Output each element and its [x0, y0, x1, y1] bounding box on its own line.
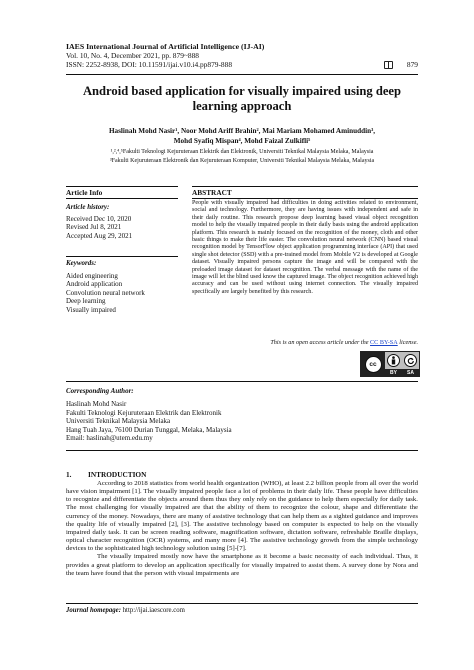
history-list — [66, 215, 178, 240]
section-title: INTRODUCTION — [88, 470, 147, 479]
oa-suffix: license. — [397, 339, 418, 346]
share-alike-icon — [404, 354, 417, 367]
abstract-body: People with visually impaired had difficulties in doing activities related to environment, social and technology. Furthermore, they are having issues with independent and safe in their daily routine. This research propose deep learning based visual object recognition model to help the visually impaired people in their daily basis using the android application platform. This research is mainly focused on the recognition of the money, cloth and other basic things to make their life easier. The convolution neural network (CNN) based visual recognition model by TensorFlow object application programming interface (API) that used single shot detector (SSD) with a pre-trained model from Mobile V2 is developed at Google dataset. Visually impaired persons capture the image and will be compared with the preloaded image dataset for dataset recognition. The verbal message with the name of the image will let the blind used know the captured image. The object recognition achieved high accuracy and can be used without using internet connection. The visually impaired specifically are largely benefited by this research. — [192, 200, 418, 295]
corr-university: Universiti Teknikal Malaysia Melaka — [66, 417, 171, 426]
abstract-top-rule — [192, 186, 418, 187]
introduction-body — [66, 480, 418, 578]
corresponding-heading: Corresponding Author: — [66, 387, 134, 395]
cc-by-sa-link[interactable]: CC BY-SA — [370, 339, 398, 346]
open-access-note — [192, 339, 418, 346]
issn-row — [66, 60, 418, 69]
corr-email: Email: haslinah@utem.edu.my — [66, 434, 153, 443]
cc-badge-right — [385, 352, 419, 376]
info-top-rule — [66, 186, 178, 187]
corr-faculty: Fakulti Teknologi Kejuruteraan Elektrik dan Elektronik — [66, 408, 222, 417]
history-heading: Article history: — [66, 203, 110, 211]
footer-rule — [66, 603, 418, 604]
header-rule — [66, 74, 418, 75]
keyword-item: Aided engineering — [66, 272, 118, 280]
journal-name: IAES International Journal of Artificial Intelligence (IJ-AI) — [66, 42, 265, 51]
keyword-item: Convolution neural network — [66, 288, 145, 297]
corresponding-rule — [66, 381, 418, 382]
paper-title: Android based application for visually impaired using deep learning approach — [82, 84, 402, 113]
affiliations — [66, 148, 418, 165]
author-line-1: Haslinah Mohd Nasir¹, Noor Mohd Ariff Brahin², Mai Mariam Mohamed Aminuddin³, — [108, 127, 376, 135]
cc-by-label: BY — [390, 369, 397, 376]
keyword-item: Android application — [66, 280, 123, 289]
book-icon — [384, 61, 393, 69]
keywords-heading: Keywords: — [66, 259, 97, 267]
creative-commons-icon: cc — [365, 356, 382, 373]
page-number: 879 — [406, 60, 418, 69]
intro-paragraph: The visually impaired mostly now have the smartphone as it become a basic necessity of each individual. Thus, it provides a great platform to develop an application specifically for visually impaired to assist them. A survey done by Nora and the team have found that the person with visual impairments are — [66, 553, 418, 577]
intro-paragraph: According to 2018 statistics from world health organization (WHO), at least 2.2 billion people from all over the world have vision impairment [1]. The visually impaired people face a lot of problems in their daily life. These people have difficulties to recognize and differentiate the objects around them thus they only rely on the guidance to help them especially for daily task. The most challenging for visually impaired are that the ability of them to recognize the colour, shape and differentiate the currency of the money. Nowadays, there are many of assistive technology that can help them as a sighted guidance and improves the quality life of visually impaired [2], [3]. The assistive technology based on computer is expected to help on the visually impaired daily task. It can be screen reading software, magnification software, dictation software, refreshable Braille displays, optical character recognition (OCR) systems, and many more [4]. The assistive technology growth from the simple technology devices to the sophisticated high technology solution using [5]-[7]. — [66, 480, 418, 553]
abstract-heading: ABSTRACT — [192, 188, 232, 197]
keywords-list — [66, 272, 178, 314]
corresponding-bottom-rule — [66, 450, 418, 451]
cc-badge-icons — [385, 352, 419, 369]
cc-mark — [361, 352, 385, 376]
introduction-heading — [66, 470, 146, 479]
abstract-sub-rule — [192, 198, 418, 199]
author-line-2: Mohd Syafiq Mispan⁴, Mohd Faizal Zulkifli⁵ — [173, 137, 311, 145]
history-accepted: Accepted Aug 29, 2021 — [66, 231, 133, 240]
keyword-item: Deep learning — [66, 297, 106, 306]
issn-doi-line: ISSN: 2252-8938, DOI: 10.11591/ijai.v10.i4.pp879-888 — [66, 60, 233, 69]
history-revised: Revised Jul 8, 2021 — [66, 223, 122, 232]
header-right — [384, 60, 418, 69]
author-list — [66, 126, 418, 146]
keywords-rule — [66, 256, 178, 257]
section-number: 1. — [66, 470, 72, 479]
corr-name: Haslinah Mohd Nasir — [66, 400, 127, 408]
journal-header — [66, 42, 418, 69]
cc-badge-strip — [385, 369, 419, 376]
keyword-item: Visually impaired — [66, 305, 116, 314]
oa-prefix: This is an open access article under the — [270, 339, 371, 346]
info-sub-rule — [66, 198, 178, 199]
footer-url[interactable]: http://ijai.iaescore.com — [122, 607, 185, 614]
footer-colon: : — [118, 607, 121, 614]
affiliation-1: ¹,²,⁴,⁵Fakulti Teknologi Kejuruteraan Elektrik dan Elektronik, Universiti Teknikal Malaysia Melaka, Malaysia — [110, 149, 374, 155]
article-info-heading: Article Info — [66, 188, 103, 197]
volume-line: Vol. 10, No. 4, December 2021, pp. 879~888 — [66, 51, 199, 60]
affiliation-2: ³Fakulti Kejuruteraan Elektronik dan Kejuruteraan Komputer, Universiti Teknikal Malaysia Melaka, Malaysia — [109, 157, 375, 164]
cc-sa-label: SA — [407, 369, 414, 376]
cc-license-badge[interactable] — [360, 351, 420, 377]
corresponding-details — [66, 400, 418, 443]
attribution-icon — [387, 354, 400, 367]
journal-footer — [66, 607, 185, 614]
corr-address: Hang Tuah Jaya, 76100 Durian Tunggal, Melaka, Malaysia — [66, 425, 232, 434]
footer-label: Journal homepage — [66, 607, 119, 614]
history-received: Received Dec 10, 2020 — [66, 215, 132, 223]
